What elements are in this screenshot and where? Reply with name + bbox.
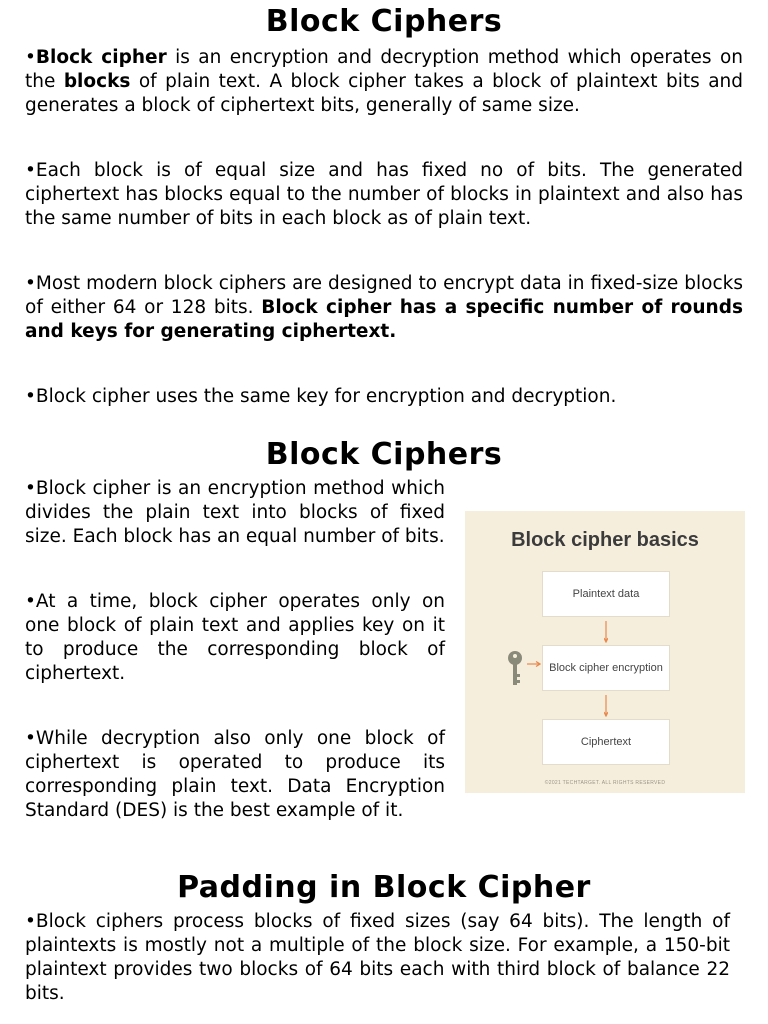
ciphertext-box: Ciphertext — [542, 719, 670, 765]
section-title: Padding in Block Cipher — [177, 870, 591, 905]
diagram-copyright: ©2021 TECHTARGET. ALL RIGHTS RESERVED — [544, 780, 666, 786]
bullet: • — [25, 478, 36, 499]
key-icon — [507, 650, 523, 688]
paragraph-text: At a time, block cipher operates only on one block of plain text and applies key on it to produce the corresponding block of ciphertext. — [25, 591, 445, 684]
plaintext-data-box: Plaintext data — [542, 571, 670, 617]
right-arrow-icon — [527, 661, 541, 667]
paragraph-text: of plain text. A block cipher takes a block of plaintext bits and generates a block of ciphertext bits, generally of same size. — [25, 71, 743, 116]
bullet: • — [25, 47, 36, 68]
paragraph-modern-ciphers — [25, 272, 743, 344]
bullet: • — [25, 728, 36, 749]
section-padding — [25, 868, 743, 1006]
bullet: • — [25, 911, 36, 932]
bold-term: Block cipher — [35, 47, 167, 68]
paragraph-divides-plaintext — [25, 477, 445, 549]
bullet: • — [25, 273, 36, 294]
down-arrow-icon — [604, 621, 608, 643]
paragraph-text: Most modern block ciphers are designed to encrypt data in fixed-size blocks of either 64 or 128 bits. — [25, 273, 743, 318]
down-arrow-icon — [604, 695, 608, 717]
section-block-ciphers-2 — [25, 435, 743, 837]
paragraph-block-cipher-definition — [25, 46, 743, 118]
block-cipher-encryption-box: Block cipher encryption — [542, 645, 670, 691]
block-cipher-basics-diagram — [465, 511, 745, 793]
bullet: • — [25, 386, 36, 407]
paragraph-text: Each block is of equal size and has fixed no of bits. The generated ciphertext has blocks equal to the number of blocks in plaintext and also has the same number of bits in each block as of plain text. — [25, 160, 743, 229]
diagram-title: Block cipher basics — [511, 529, 699, 551]
paragraph-block-size — [25, 159, 743, 231]
paragraph-text: is an encryption and decryption method which operates on the — [25, 47, 743, 92]
section-title: Block Ciphers — [265, 437, 503, 472]
paragraph-same-key — [25, 385, 743, 409]
section-block-ciphers-1 — [25, 2, 743, 450]
paragraph-one-block-at-a-time — [25, 590, 445, 686]
paragraph-padding — [25, 910, 730, 1006]
paragraph-text: Block cipher uses the same key for encryption and decryption. — [35, 386, 617, 407]
paragraph-decryption-des — [25, 727, 445, 823]
paragraph-text: Block ciphers process blocks of fixed sizes (say 64 bits). The length of plaintexts is mostly not a multiple of the block size. For example, a 150-bit plaintext provides two blocks of 64 bits each with third block of balance 22 bits. — [25, 911, 730, 1004]
two-column-layout — [25, 477, 743, 837]
paragraph-text: While decryption also only one block of ciphertext is operated to produce its corresponding plain text. Data Encryption Standard (DES) is the best example of it. — [25, 728, 445, 821]
paragraph-text: Block cipher is an encryption method which divides the plain text into blocks of fixed size. Each block has an equal number of bits. — [25, 478, 445, 547]
bullet: • — [25, 160, 36, 181]
bullet: • — [25, 591, 36, 612]
bold-statement: Block cipher has a specific number of rounds and keys for generating ciphertext. — [25, 297, 743, 342]
section-title: Block Ciphers — [265, 4, 503, 39]
text-column — [25, 477, 445, 864]
bold-term: blocks — [63, 71, 131, 92]
